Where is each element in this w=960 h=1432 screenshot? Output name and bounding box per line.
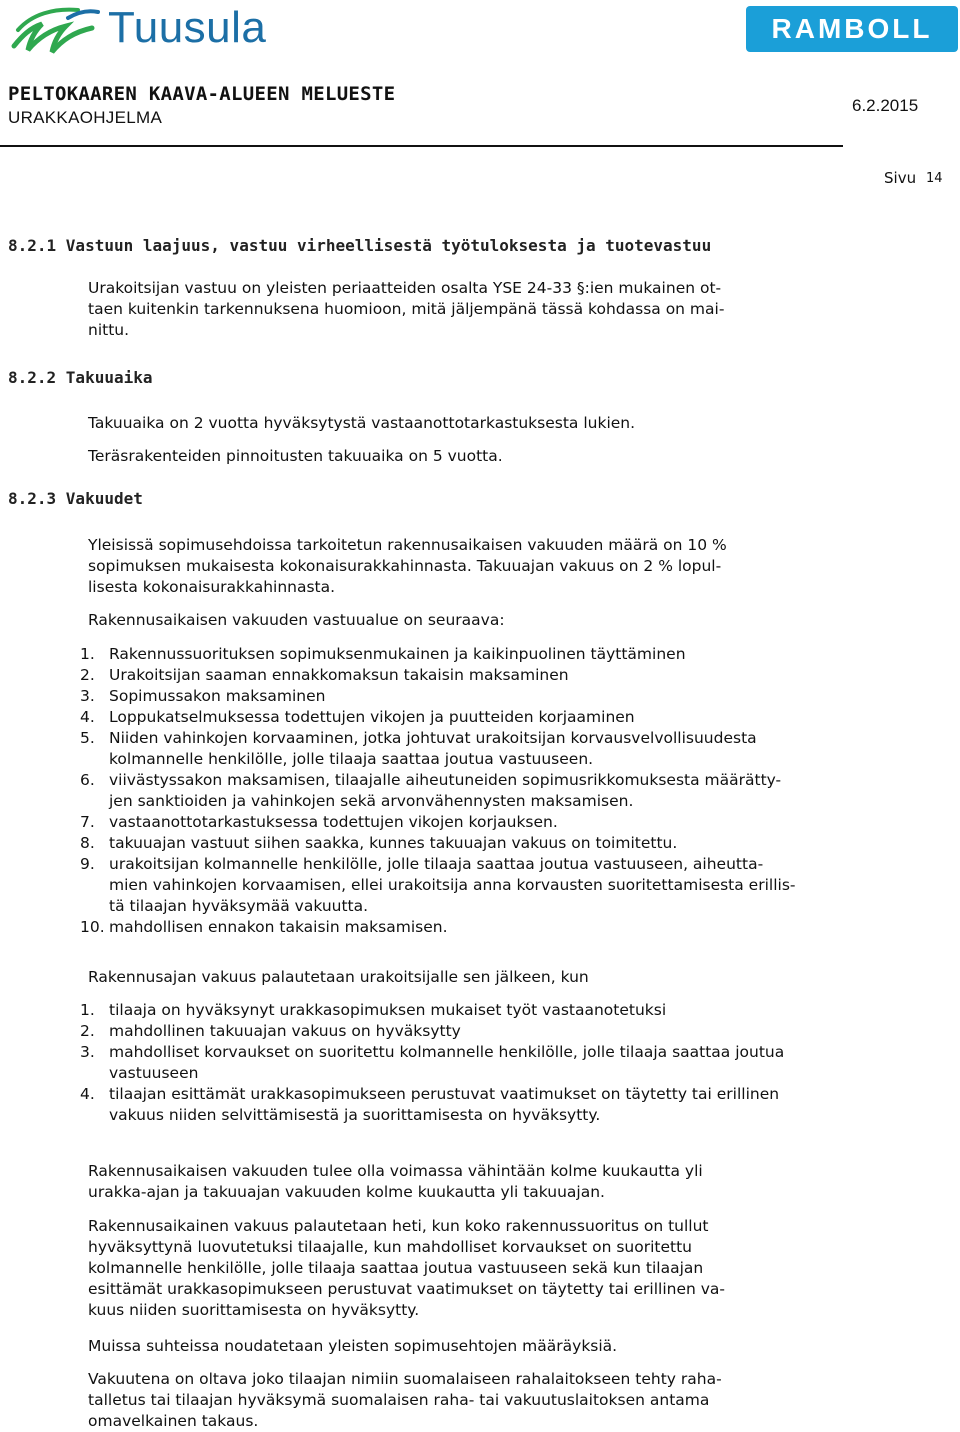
scope-title: Rakennusaikaisen vakuuden vastuualue on seuraava: [88,611,505,629]
section-8-2-1-text [88,278,724,341]
text-line: kolmannelle henkilölle, jolle tilaaja saattaa joutua vastuuseen sekä kun tilaajan [88,1259,704,1277]
list-item: 5. Niiden vahinkojen korvaaminen, jotka johtuvat urakoitsijan korvausvelvollisuudesta kolmannelle henkilölle, jolle tilaaja saattaa joutua vastuuseen. [80,729,757,768]
text-line: nittu. [88,321,130,339]
scope-list [80,644,900,938]
ramboll-logo [746,6,958,52]
text-line: talletus tai tilaajan hyväksymä suomalaisen raha- tai vakuutuslaitoksen antama [88,1391,710,1409]
heading-8-2-3: 8.2.3 Vakuudet [8,489,143,508]
tuusula-swirl-icon [8,2,104,58]
header-divider [0,145,843,147]
text-line: urakka-ajan ja takuuajan vakuuden kolme kuukautta yli takuuajan. [88,1183,605,1201]
text-line: esittämät urakkasopimukseen perustuvat vaatimukset on täytetty tai erillinen va- [88,1280,726,1298]
page-label: Sivu [884,169,917,187]
list-item: 1. tilaaja on hyväksynyt urakkasopimuksen mukaiset työt vastaanotetuksi [80,1001,667,1019]
document-title: PELTOKAAREN KAAVA-ALUEEN MELUESTE [8,83,396,105]
release-list [80,1000,900,1126]
text-line: kuus niiden suorittamisesta on hyväksytty. [88,1301,420,1319]
paragraph-return [88,1216,725,1321]
list-item: 3. Sopimussakon maksaminen [80,687,326,705]
list-item: 4. Loppukatselmuksessa todettujen vikojen ja puutteiden korjaaminen [80,708,635,726]
list-item: 10. mahdollisen ennakon takaisin maksamisen. [80,918,448,936]
list-item: 9. urakoitsijan kolmannelle henkilölle, jolle tilaaja saattaa joutua vastuuseen, aiheutta- mien vahinkojen korvaamisen, ellei urakoitsija anna korvausten suoritettamisesta erillis- tä tilaajan hyväksymää vakuutta. [80,855,796,915]
text-line: lisesta kokonaisurakkahinnasta. [88,578,336,596]
list-item: 2. Urakoitsijan saaman ennakkomaksun takaisin maksaminen [80,666,569,684]
text-line: taen kuitenkin tarkennuksena huomioon, mitä jäljempänä tässä kohdassa on mai- [88,300,725,318]
list-item: 7. vastaanottotarkastuksessa todettujen vikojen korjauksen. [80,813,558,831]
text-line: Yleisissä sopimusehdoissa tarkoitetun rakennusaikaisen vakuuden määrä on 10 % [88,536,727,554]
text-line: hyväksyttynä luovutetuksi tilaajalle, kun mahdolliset korvaukset on suoritettu [88,1238,692,1256]
page-number: 14 [926,171,943,186]
paragraph-validity [88,1161,703,1203]
text-line: Vakuutena on oltava joko tilaajan nimiin suomalaiseen rahalaitokseen tehty raha- [88,1370,722,1388]
document-subtitle: URAKKAOHJELMA [8,108,163,127]
text-line: Urakoitsijan vastuu on yleisten periaatteiden osalta YSE 24-33 §:ien mukainen ot- [88,279,722,297]
release-title: Rakennusajan vakuus palautetaan urakoitsijalle sen jälkeen, kun [88,968,589,986]
list-item: 2. mahdollinen takuuajan vakuus on hyväksytty [80,1022,461,1040]
paragraph-other: Muissa suhteissa noudatetaan yleisten sopimusehtojen määräyksiä. [88,1337,618,1355]
text-line: sopimuksen mukaisesta kokonaisurakkahinnasta. Takuuajan vakuus on 2 % lopul- [88,557,722,575]
guarantee-intro [88,535,727,598]
paragraph-security-form [88,1369,722,1432]
tuusula-logo [8,2,298,60]
warranty-period-text: Takuuaika on 2 vuotta hyväksytystä vastaanottotarkastuksesta lukien. [88,414,636,432]
document-date: 6.2.2015 [852,96,919,115]
list-item: 8. takuuajan vastuut siihen saakka, kunnes takuuajan vakuus on toimitettu. [80,834,678,852]
heading-8-2-1: 8.2.1 Vastuun laajuus, vastuu virheellisestä työtuloksesta ja tuotevastuu [8,236,712,255]
list-item: 6. viivästyssakon maksamisen, tilaajalle aiheutuneiden sopimusrikkomuksesta määrätty- jen sanktioiden ja vahinkojen sekä arvonvähennysten maksamisen. [80,771,782,810]
heading-8-2-2: 8.2.2 Takuuaika [8,368,153,387]
text-line: Rakennusaikaisen vakuuden tulee olla voimassa vähintään kolme kuukautta yli [88,1162,703,1180]
text-line: Rakennusaikainen vakuus palautetaan heti, kun koko rakennussuoritus on tullut [88,1217,709,1235]
list-item: 3. mahdolliset korvaukset on suoritettu kolmannelle henkilölle, jolle tilaaja saattaa joutua vastuuseen [80,1043,785,1082]
ramboll-logo-text: RAMBOLL [771,13,933,44]
list-item: 4. tilaajan esittämät urakkasopimukseen perustuvat vaatimukset on täytetty tai erillinen vakuus niiden selvittämisestä ja suorittamisesta on hyväksytty. [80,1085,780,1124]
list-item: 1. Rakennussuorituksen sopimuksenmukainen ja kaikinpuolinen täyttäminen [80,645,686,663]
text-line: omavelkainen takaus. [88,1412,259,1430]
coating-warranty-text: Teräsrakenteiden pinnoitusten takuuaika on 5 vuotta. [88,447,503,465]
tuusula-logo-text: Tuusula [108,3,267,52]
